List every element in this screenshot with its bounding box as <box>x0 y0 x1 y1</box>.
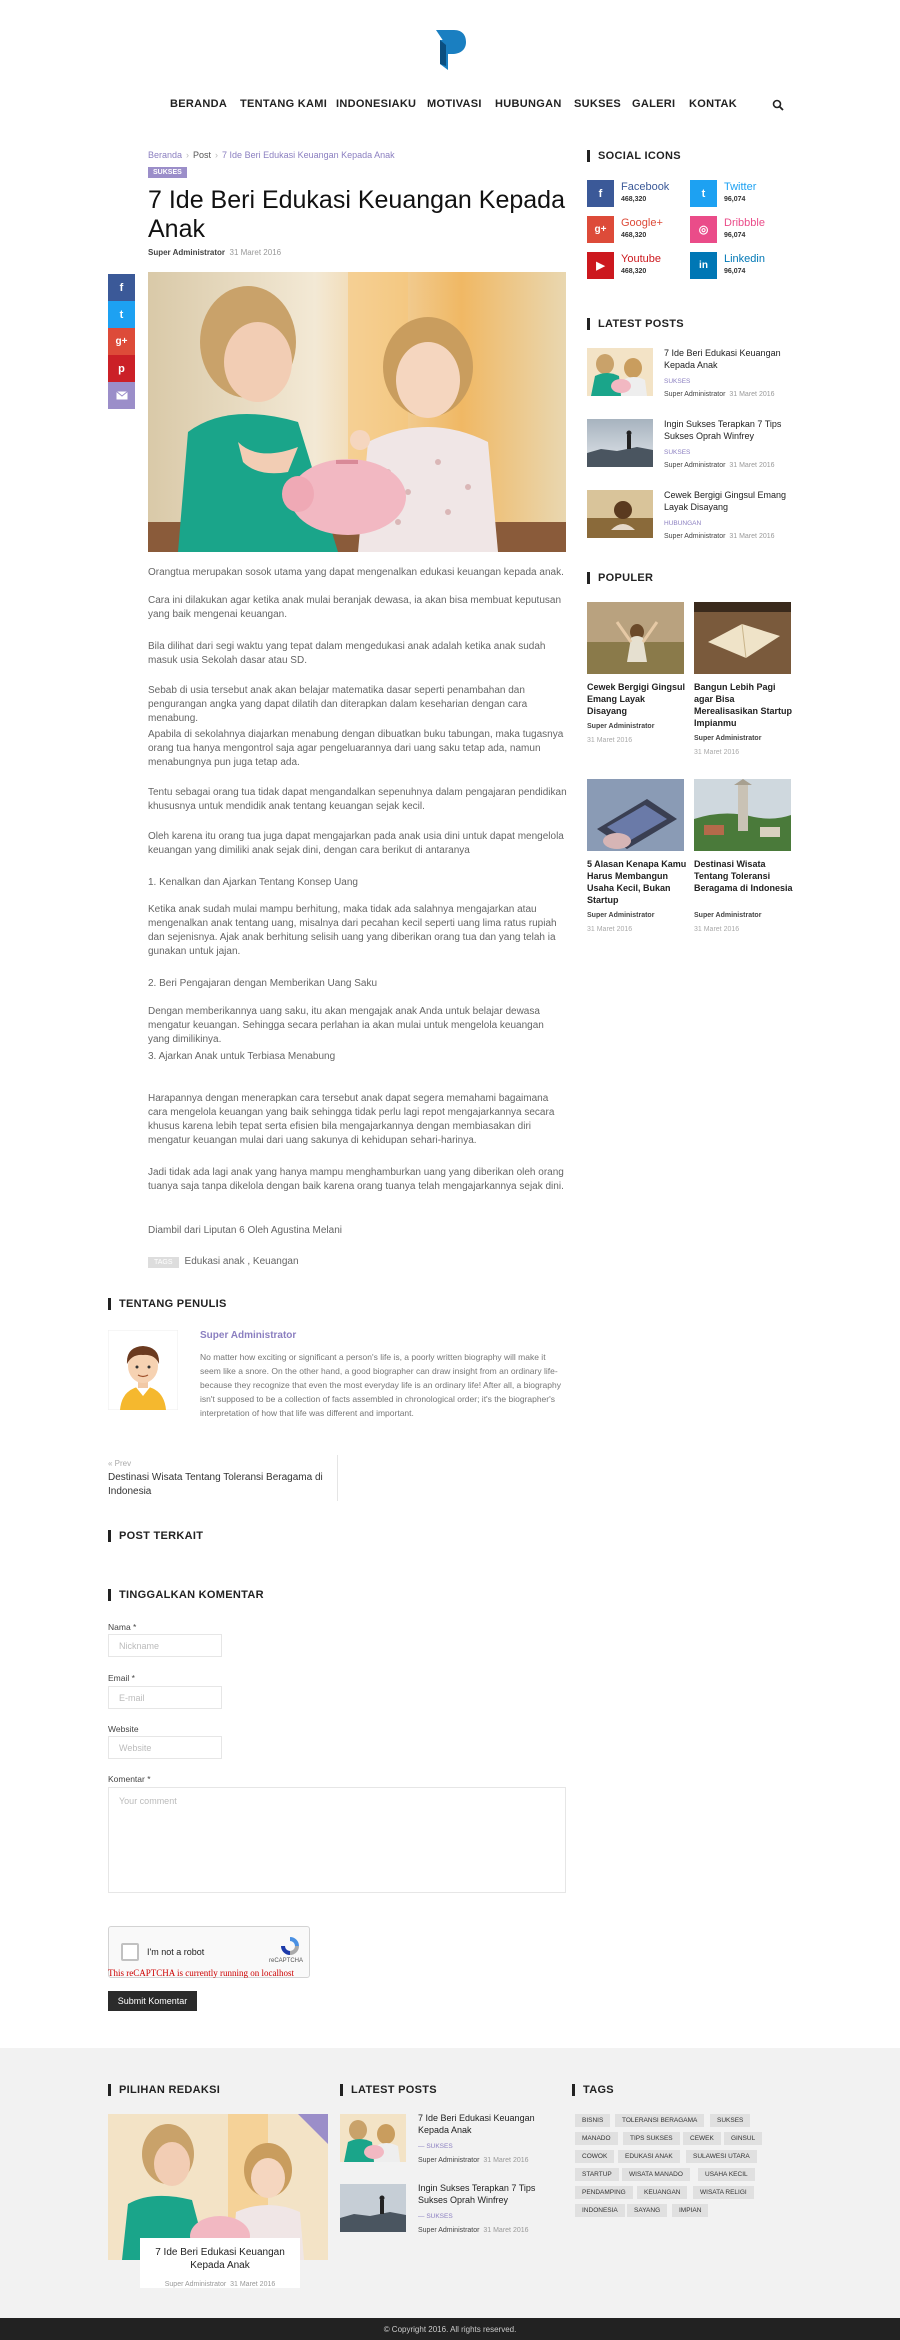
submit-comment-button[interactable]: Submit Komentar <box>108 1991 197 2011</box>
author-name[interactable]: Super Administrator <box>200 1330 297 1341</box>
website-input[interactable]: Website <box>108 1736 222 1759</box>
footer-latest-meta <box>418 2227 529 2234</box>
footer-latest-date: 31 Maret 2016 <box>483 2157 529 2164</box>
website-label: Website <box>108 1724 139 1734</box>
tag-chip[interactable]: INDONESIA <box>575 2204 625 2217</box>
footer-latest-heading: LATEST POSTS <box>340 2084 437 2096</box>
latest-post-author[interactable]: Super Administrator <box>664 533 726 540</box>
search-icon[interactable] <box>772 98 784 110</box>
breadcrumb-separator: › <box>215 150 219 160</box>
footer-latest-author[interactable]: Super Administrator <box>418 2157 480 2164</box>
latest-post-meta <box>664 533 775 540</box>
nav-kontak[interactable]: KONTAK <box>689 98 738 110</box>
latest-post-date: 31 Maret 2016 <box>729 533 775 540</box>
article-paragraph: 3. Ajarkan Anak untuk Terbiasa Menabung <box>148 1051 336 1062</box>
article-paragraph: Harapannya dengan menerapkan cara tersebut anak dapat segera memahami bagaimana cara mengelola keuangan yang baik sehingga tidak perlu lagi repot mengajarkannya secara khusus karena lebih tepat serta efisien bila mengajarkannya dengan membiasakan diri mengatur keuangan mulai dari uang sakunya di kehidupan sehari-harinya. <box>148 1093 555 1146</box>
latest-post-meta <box>664 462 775 469</box>
copyright: © Copyright 2016. All rights reserved. <box>0 2318 900 2340</box>
tag-chip[interactable]: STARTUP <box>575 2168 619 2181</box>
social-count: 96,074 <box>724 268 746 275</box>
popular-post-author[interactable]: Super Administrator <box>587 723 655 730</box>
prev-post-label[interactable]: « Prev <box>108 1459 132 1468</box>
popular-post-title[interactable]: Cewek Bergigi Gingsul Emang Layak Disayang <box>587 682 686 716</box>
site-logo[interactable] <box>432 28 468 72</box>
author-box-heading: TENTANG PENULIS <box>108 1298 227 1310</box>
recaptcha-label: I'm not a robot <box>147 1947 205 1957</box>
popular-post-image[interactable] <box>587 602 684 674</box>
share-facebook-icon[interactable]: f <box>108 274 135 301</box>
social-count: 468,320 <box>621 196 647 203</box>
tag-chip[interactable]: CEWEK <box>683 2132 721 2145</box>
social-googleplus[interactable] <box>587 216 697 246</box>
tags-label: TAGS <box>148 1257 179 1268</box>
comment-form-heading: TINGGALKAN KOMENTAR <box>108 1589 264 1601</box>
footer-latest-title[interactable]: 7 Ide Beri Edukasi Keuangan Kepada Anak <box>418 2113 535 2135</box>
latest-post-author[interactable]: Super Administrator <box>664 462 726 469</box>
article-paragraph: Ketika anak sudah mulai mampu berhitung, maka tidak ada salahnya mengajarkan atau mengenalkan anak tentang uang, misalnya dari pecahan kecil seperti uang lima ratus rupiah dan sejenisnya. Ajak anak berhitung selisih uang yang diberikan orang tua dan yang telah ia gunakan untuk jajan. <box>148 904 557 957</box>
tag-chip[interactable]: USAHA KECIL <box>698 2168 755 2181</box>
tag-chip[interactable]: COWOK <box>575 2150 614 2163</box>
nav-sukses[interactable]: SUKSES <box>574 98 622 110</box>
recaptcha-checkbox[interactable] <box>121 1943 139 1961</box>
share-email-icon[interactable] <box>108 382 135 409</box>
article-paragraph: Dengan memberikannya uang saku, itu akan mengajak anak Anda untuk belajar dewasa mengatur keuangan. Sehingga secara perlahan ia akan mulai untuk mengelola keuangan yang dimilikinya. <box>148 1006 544 1045</box>
latest-post-thumb[interactable] <box>587 419 653 467</box>
latest-post-title[interactable]: Ingin Sukses Terapkan 7 Tips Sukses Oprah Winfrey <box>664 419 782 441</box>
editors-pick-date: 31 Maret 2016 <box>230 2281 276 2288</box>
social-name: Linkedin <box>724 253 765 265</box>
article-date: 31 Maret 2016 <box>229 248 282 257</box>
tag-chip[interactable]: IMPIAN <box>672 2204 708 2217</box>
post-nav-divider <box>337 1455 338 1501</box>
footer-latest-title[interactable]: Ingin Sukses Terapkan 7 Tips Sukses Oprah Winfrey <box>418 2183 536 2205</box>
latest-post-meta <box>664 391 775 398</box>
share-googleplus-icon[interactable]: g+ <box>108 328 135 355</box>
footer-latest-category: — SUKSES <box>418 2213 453 2220</box>
latest-post-title[interactable]: Cewek Bergigi Gingsul Emang Layak Disayang <box>664 490 787 512</box>
tag-chip[interactable]: EDUKASI ANAK <box>618 2150 680 2163</box>
linkedin-icon: in <box>690 252 717 279</box>
latest-post-title[interactable]: 7 Ide Beri Edukasi Keuangan Kepada Anak <box>664 348 781 370</box>
tag-chip[interactable]: PENDAMPING <box>575 2186 633 2199</box>
article-title: 7 Ide Beri Edukasi Keuangan Kepada Anak <box>148 186 565 243</box>
nav-galeri[interactable]: GALERI <box>632 98 676 110</box>
tag-chip[interactable]: SUKSES <box>710 2114 750 2127</box>
latest-post-category[interactable]: HUBUNGAN <box>664 520 702 527</box>
prev-post-title[interactable]: Destinasi Wisata Tentang Toleransi Beragama di Indonesia <box>108 1472 323 1497</box>
social-youtube[interactable] <box>587 252 697 282</box>
category-badge[interactable]: SUKSES <box>148 167 187 178</box>
latest-post-category[interactable]: SUKSES <box>664 378 691 385</box>
social-icons-heading: SOCIAL ICONS <box>587 150 681 162</box>
article-paragraph: Sebab di usia tersebut anak akan belajar matematika dasar seperti penambahan dan pengurangan angka yang dapat dilatih dan diterapkan dalam keseharian dengan cara menabung. <box>148 685 528 724</box>
tag-chip[interactable]: TOLERANSI BERAGAMA <box>615 2114 704 2127</box>
nav-beranda[interactable]: BERANDA <box>170 98 228 110</box>
tag-chip[interactable]: BISNIS <box>575 2114 610 2127</box>
popular-post-date: 31 Maret 2016 <box>694 749 740 756</box>
article-hero-image <box>148 272 566 552</box>
social-count: 96,074 <box>724 196 746 203</box>
article-paragraph: Cara ini dilakukan agar ketika anak mulai beranjak dewasa, ia akan bisa membuat keputusan yang baik mengenai keuangan. <box>148 595 562 620</box>
footer-latest-meta <box>418 2157 529 2164</box>
latest-posts-heading: LATEST POSTS <box>587 318 684 330</box>
tag-chip[interactable]: TIPS SUKSES <box>623 2132 680 2145</box>
article-meta <box>148 248 281 257</box>
popular-post-image[interactable] <box>694 779 791 851</box>
popular-post-author[interactable]: Super Administrator <box>587 912 655 919</box>
youtube-icon: ▶ <box>587 252 614 279</box>
editors-pick-title[interactable]: 7 Ide Beri Edukasi Keuangan Kepada Anak <box>155 2247 285 2271</box>
nav-hubungan[interactable]: HUBUNGAN <box>495 98 562 110</box>
latest-post-date: 31 Maret 2016 <box>729 391 775 398</box>
social-name: Youtube <box>621 253 661 265</box>
share-twitter-icon[interactable]: t <box>108 301 135 328</box>
social-count: 468,320 <box>621 268 647 275</box>
breadcrumb-current: 7 Ide Beri Edukasi Keuangan Kepada Anak <box>222 150 395 160</box>
popular-post-author[interactable]: Super Administrator <box>694 735 762 742</box>
article-paragraph: Tentu sebagai orang tua tidak dapat mengandalkan sepenuhnya dalam pengajaran pendidikan khususnya untuk mendidik anak tentang keuangan sejak kecil. <box>148 787 567 812</box>
name-input[interactable]: Nickname <box>108 1634 222 1657</box>
article-paragraph: Oleh karena itu orang tua juga dapat mengajarkan pada anak usia dini untuk dapat mengelola keuangan yang dimiliki anak sejak dini, dengan cara berikut di antaranya <box>148 831 564 856</box>
email-label: Email * <box>108 1673 135 1683</box>
social-linkedin[interactable] <box>690 252 800 282</box>
footer-latest-category-link[interactable]: SUKSES <box>426 2213 453 2220</box>
popular-post-date: 31 Maret 2016 <box>587 926 633 933</box>
footer-latest-category-link[interactable]: SUKSES <box>426 2143 453 2150</box>
breadcrumb-separator: › <box>186 150 190 160</box>
googleplus-icon: g+ <box>587 216 614 243</box>
article-paragraph: 2. Beri Pengajaran dengan Memberikan Uang Saku <box>148 978 378 989</box>
footer-latest-thumb[interactable] <box>340 2114 406 2162</box>
recaptcha-logo-icon <box>279 1935 301 1957</box>
name-label: Nama * <box>108 1622 137 1632</box>
article-paragraph: Orangtua merupakan sosok utama yang dapat mengenalkan edukasi keuangan kepada anak. <box>148 567 564 578</box>
email-input[interactable]: E-mail <box>108 1686 222 1709</box>
tag-chip[interactable]: WISATA MANADO <box>622 2168 690 2181</box>
facebook-icon: f <box>587 180 614 207</box>
recaptcha-error: This reCAPTCHA is currently running on localhost <box>108 1968 294 1978</box>
share-pinterest-icon[interactable]: p <box>108 355 135 382</box>
author-bio: No matter how exciting or significant a person's life is, a poorly written biography will make it seem like a snore. On the other hand, a good biographer can draw insight from an ordinary life-because they recognize that even the most everyday life is an ordinary life! After all, a biography isn't supposed to be a collection of facts assembled in chronological order; it's the biographer's interpretation of how that life was different and important. <box>200 1352 561 1418</box>
popular-heading: POPULER <box>587 572 653 584</box>
popular-post-title[interactable]: Bangun Lebih Pagi agar Bisa Merealisasikan Startup Impianmu <box>694 682 793 728</box>
footer-latest-author[interactable]: Super Administrator <box>418 2227 480 2234</box>
comment-label: Komentar * <box>108 1774 151 1784</box>
tag-chip[interactable]: WISATA RELIGI <box>693 2186 754 2199</box>
breadcrumb <box>148 150 395 160</box>
main-nav <box>0 98 900 118</box>
tag-chip[interactable]: GINSUL <box>724 2132 762 2145</box>
tag-chip[interactable]: KEUANGAN <box>637 2186 687 2199</box>
footer-tags-heading: TAGS <box>572 2084 614 2096</box>
breadcrumb-home[interactable]: Beranda <box>148 150 183 160</box>
tag-chip[interactable]: SAYANG <box>627 2204 667 2217</box>
editors-pick-heading: PILIHAN REDAKSI <box>108 2084 220 2096</box>
article-paragraph: 1. Kenalkan dan Ajarkan Tentang Konsep Uang <box>148 877 358 888</box>
nav-indonesiaku[interactable]: INDONESIAKU <box>336 98 417 110</box>
social-count: 468,320 <box>621 232 647 239</box>
recaptcha-brand: reCAPTCHA <box>268 1958 303 1964</box>
related-posts-heading: POST TERKAIT <box>108 1530 203 1542</box>
article-author[interactable]: Super Administrator <box>148 248 226 257</box>
tags-links[interactable]: Edukasi anak , Keuangan <box>184 1256 299 1267</box>
popular-post-date: 31 Maret 2016 <box>694 926 740 933</box>
author-avatar <box>108 1330 178 1410</box>
latest-post-category[interactable]: SUKSES <box>664 449 691 456</box>
social-name: Google+ <box>621 217 663 229</box>
article-paragraph: Jadi tidak ada lagi anak yang hanya mampu menghamburkan uang yang diberikan oleh orang tuanya saja tanpa dikelola dengan baik karena orang tuanya telah mengajarkannya sejak dini. <box>148 1167 564 1192</box>
article-tags <box>148 1256 299 1267</box>
social-name: Dribbble <box>724 217 765 229</box>
tag-chip[interactable]: SULAWESI UTARA <box>686 2150 757 2163</box>
popular-post-author[interactable]: Super Administrator <box>694 912 762 919</box>
comment-textarea[interactable]: Your comment <box>108 1787 566 1893</box>
footer-latest-thumb[interactable] <box>340 2184 406 2232</box>
breadcrumb-post[interactable]: Post <box>193 150 212 160</box>
nav-motivasi[interactable]: MOTIVASI <box>427 98 482 110</box>
editors-pick-meta <box>140 2281 300 2288</box>
article-paragraph: Apabila di sekolahnya diajarkan menabung dengan dibuatkan buku tabungan, maka tugasnya orang tua hanya mengontrol saja agar pengeluarannya dari uang saku tetap ada, namun menabungnya pun juga tetap ada. <box>148 729 564 768</box>
social-dribbble[interactable] <box>690 216 800 246</box>
dribbble-icon: ◎ <box>690 216 717 243</box>
social-count: 96,074 <box>724 232 746 239</box>
article-source: Diambil dari Liputan 6 Oleh Agustina Melani <box>148 1225 342 1236</box>
social-twitter[interactable] <box>690 180 800 210</box>
popular-post-title[interactable]: 5 Alasan Kenapa Kamu Harus Membangun Usaha Kecil, Bukan Startup <box>587 859 687 905</box>
footer-latest-category: — SUKSES <box>418 2143 453 2150</box>
social-facebook[interactable] <box>587 180 697 210</box>
latest-post-date: 31 Maret 2016 <box>729 462 775 469</box>
social-name: Twitter <box>724 181 757 193</box>
twitter-icon: t <box>690 180 717 207</box>
popular-post-date: 31 Maret 2016 <box>587 737 633 744</box>
editors-pick-author[interactable]: Super Administrator <box>164 2281 227 2288</box>
popular-post-image[interactable] <box>694 602 791 674</box>
article-paragraph: Bila dilihat dari segi waktu yang tepat dalam mengedukasi anak adalah ketika anak sudah masuk usia Sekolah dasar atau SD. <box>148 641 546 666</box>
nav-tentang-kami[interactable]: TENTANG KAMI <box>240 98 328 110</box>
footer-latest-date: 31 Maret 2016 <box>483 2227 529 2234</box>
latest-post-thumb[interactable] <box>587 348 653 396</box>
popular-post-image[interactable] <box>587 779 684 851</box>
latest-post-thumb[interactable] <box>587 490 653 538</box>
social-name: Facebook <box>621 181 670 193</box>
popular-post-title[interactable]: Destinasi Wisata Tentang Toleransi Beragama di Indonesia <box>694 859 793 893</box>
latest-post-author[interactable]: Super Administrator <box>664 391 726 398</box>
tag-chip[interactable]: MANADO <box>575 2132 618 2145</box>
